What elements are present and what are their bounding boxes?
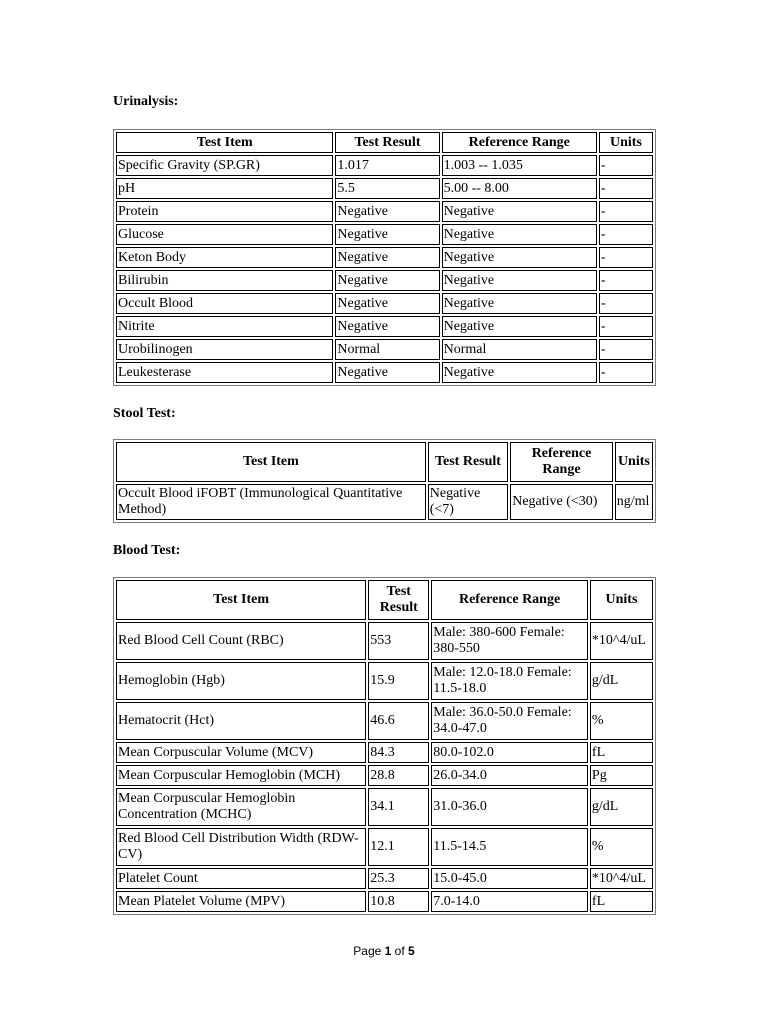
reference-range-cell: Negative <box>442 247 597 268</box>
units-cell: *10^4/uL <box>590 868 653 889</box>
test-item-cell: Red Blood Cell Count (RBC) <box>116 622 366 660</box>
reference-range-cell: Male: 12.0-18.0 Female: 11.5-18.0 <box>431 662 588 700</box>
units-cell: % <box>590 828 653 866</box>
test-item-cell: Bilirubin <box>116 270 333 291</box>
column-header-units: Units <box>615 442 653 482</box>
test-result-cell: 25.3 <box>368 868 429 889</box>
urinalysis-table <box>113 129 656 386</box>
table-row <box>116 868 653 889</box>
blood-test-table <box>113 577 656 915</box>
units-cell: % <box>590 702 653 740</box>
page-footer <box>0 944 768 958</box>
reference-range-cell: Normal <box>442 339 597 360</box>
column-header-test-item: Test Item <box>116 132 333 153</box>
table-row <box>116 765 653 786</box>
test-result-cell: Negative <box>335 247 439 268</box>
table-row <box>116 201 653 222</box>
units-cell: - <box>599 178 653 199</box>
reference-range-cell: Negative <box>442 224 597 245</box>
table-row <box>116 339 653 360</box>
page-label: Page <box>353 944 382 958</box>
table-header-row <box>116 442 653 482</box>
column-header-test-item: Test Item <box>116 580 366 620</box>
reference-range-cell: Negative <box>442 293 597 314</box>
column-header-units: Units <box>590 580 653 620</box>
reference-range-cell: 7.0-14.0 <box>431 891 588 912</box>
test-result-cell: Negative <box>335 224 439 245</box>
units-cell: - <box>599 362 653 383</box>
test-result-cell: 12.1 <box>368 828 429 866</box>
units-cell: - <box>599 155 653 176</box>
test-item-cell: Mean Corpuscular Volume (MCV) <box>116 742 366 763</box>
test-result-cell: 34.1 <box>368 788 429 826</box>
test-result-cell: Normal <box>335 339 439 360</box>
test-item-cell: Mean Corpuscular Hemoglobin (MCH) <box>116 765 366 786</box>
units-cell: fL <box>590 891 653 912</box>
test-result-cell: 10.8 <box>368 891 429 912</box>
table-row <box>116 622 653 660</box>
units-cell: - <box>599 339 653 360</box>
column-header-test-result: Test Result <box>335 132 439 153</box>
reference-range-cell: 15.0-45.0 <box>431 868 588 889</box>
table-row <box>116 270 653 291</box>
test-result-cell: Negative <box>335 362 439 383</box>
reference-range-cell: 80.0-102.0 <box>431 742 588 763</box>
test-result-cell: Negative <box>335 201 439 222</box>
table-row <box>116 742 653 763</box>
test-item-cell: Protein <box>116 201 333 222</box>
units-cell: - <box>599 293 653 314</box>
table-row <box>116 788 653 826</box>
test-result-cell: 1.017 <box>335 155 439 176</box>
column-header-reference-range: Reference Range <box>510 442 613 482</box>
table-row <box>116 247 653 268</box>
units-cell: fL <box>590 742 653 763</box>
test-item-cell: Occult Blood <box>116 293 333 314</box>
reference-range-cell: Negative <box>442 316 597 337</box>
test-item-cell: Red Blood Cell Distribution Width (RDW-CV) <box>116 828 366 866</box>
units-cell: g/dL <box>590 662 653 700</box>
table-row <box>116 155 653 176</box>
table-row <box>116 828 653 866</box>
blood-test-title: Blood Test: <box>113 543 181 558</box>
test-result-cell: 15.9 <box>368 662 429 700</box>
reference-range-cell: 31.0-36.0 <box>431 788 588 826</box>
reference-range-cell: Negative <box>442 201 597 222</box>
test-result-cell: 5.5 <box>335 178 439 199</box>
column-header-units: Units <box>599 132 653 153</box>
column-header-test-result: Test Result <box>368 580 429 620</box>
stool-test-title: Stool Test: <box>113 406 176 421</box>
units-cell: - <box>599 247 653 268</box>
stool-test-table <box>113 439 656 523</box>
test-item-cell: Keton Body <box>116 247 333 268</box>
units-cell: - <box>599 201 653 222</box>
test-item-cell: Hemoglobin (Hgb) <box>116 662 366 700</box>
test-result-cell: Negative (<7) <box>428 484 508 520</box>
test-item-cell: Mean Platelet Volume (MPV) <box>116 891 366 912</box>
table-row <box>116 702 653 740</box>
reference-range-cell: 11.5-14.5 <box>431 828 588 866</box>
table-row <box>116 316 653 337</box>
table-row <box>116 178 653 199</box>
test-result-cell: 553 <box>368 622 429 660</box>
column-header-reference-range: Reference Range <box>431 580 588 620</box>
urinalysis-title: Urinalysis: <box>113 94 179 109</box>
test-result-cell: 46.6 <box>368 702 429 740</box>
units-cell: *10^4/uL <box>590 622 653 660</box>
current-page-number: 1 <box>384 944 392 958</box>
table-row <box>116 293 653 314</box>
units-cell: Pg <box>590 765 653 786</box>
reference-range-cell: Male: 36.0-50.0 Female: 34.0-47.0 <box>431 702 588 740</box>
reference-range-cell: 5.00 -- 8.00 <box>442 178 597 199</box>
test-item-cell: Occult Blood iFOBT (Immunological Quantitative Method) <box>116 484 426 520</box>
test-item-cell: Leukesterase <box>116 362 333 383</box>
test-result-cell: Negative <box>335 270 439 291</box>
test-item-cell: Urobilinogen <box>116 339 333 360</box>
units-cell: ng/ml <box>615 484 653 520</box>
reference-range-cell: Negative (<30) <box>510 484 613 520</box>
table-row <box>116 224 653 245</box>
reference-range-cell: 1.003 -- 1.035 <box>442 155 597 176</box>
test-result-cell: 84.3 <box>368 742 429 763</box>
total-pages-number: 5 <box>408 944 415 958</box>
of-label: of <box>394 944 405 958</box>
table-row <box>116 891 653 912</box>
test-item-cell: pH <box>116 178 333 199</box>
test-item-cell: Mean Corpuscular Hemoglobin Concentration (MCHC) <box>116 788 366 826</box>
units-cell: g/dL <box>590 788 653 826</box>
test-result-cell: 28.8 <box>368 765 429 786</box>
reference-range-cell: Negative <box>442 270 597 291</box>
test-result-cell: Negative <box>335 293 439 314</box>
test-item-cell: Nitrite <box>116 316 333 337</box>
test-result-cell: Negative <box>335 316 439 337</box>
reference-range-cell: 26.0-34.0 <box>431 765 588 786</box>
table-row <box>116 662 653 700</box>
test-item-cell: Glucose <box>116 224 333 245</box>
test-item-cell: Hematocrit (Hct) <box>116 702 366 740</box>
table-row <box>116 362 653 383</box>
column-header-reference-range: Reference Range <box>442 132 597 153</box>
column-header-test-item: Test Item <box>116 442 426 482</box>
test-item-cell: Specific Gravity (SP.GR) <box>116 155 333 176</box>
units-cell: - <box>599 224 653 245</box>
reference-range-cell: Negative <box>442 362 597 383</box>
test-item-cell: Platelet Count <box>116 868 366 889</box>
table-row <box>116 484 653 520</box>
units-cell: - <box>599 316 653 337</box>
reference-range-cell: Male: 380-600 Female: 380-550 <box>431 622 588 660</box>
table-header-row <box>116 580 653 620</box>
table-header-row <box>116 132 653 153</box>
column-header-test-result: Test Result <box>428 442 508 482</box>
units-cell: - <box>599 270 653 291</box>
